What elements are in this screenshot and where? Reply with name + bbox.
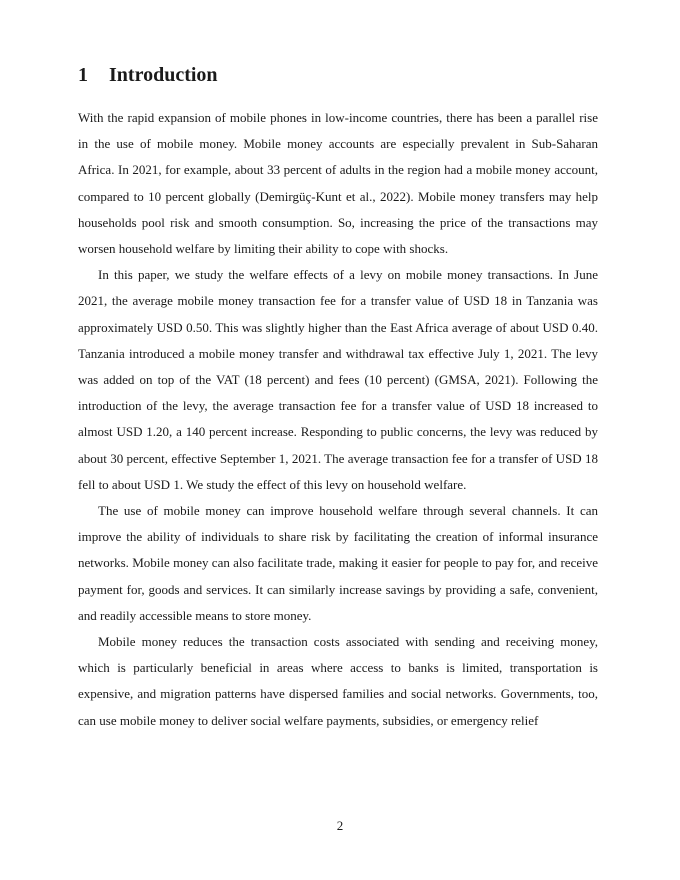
paragraph-2: In this paper, we study the welfare effects of a levy on mobile money transactions. In June 2021, the average mobile money transaction fee for a transfer value of USD 18 in Tanzania was approximately USD 0.50. This was slightly higher than the East Africa average of about USD 0.40. Tanzania introduced a mobile money transfer and withdrawal tax effective July 1, 2021. The levy was added on top of the VAT (18 percent) and fees (10 percent) (GMSA, 2021). Following the introduction of the levy, the average transaction fee for a transfer value of USD 18 increased to almost USD 1.20, a 140 percent increase. Responding to public concerns, the levy was reduced by about 30 percent, effective September 1, 2021. The average transaction fee for a transfer of USD 18 fell to about USD 1. We study the effect of this levy on household welfare.: [78, 267, 598, 492]
paragraph-4: Mobile money reduces the transaction costs associated with sending and receiving money, which is particularly beneficial in areas where access to banks is limited, transportation is expensive, and migration patterns have dispersed families and social networks. Governments, too, can use mobile money to deliver social welfare payments, subsidies, or emergency relief: [78, 634, 598, 728]
paragraph-1: With the rapid expansion of mobile phones in low-income countries, there has been a parallel rise in the use of mobile money. Mobile money accounts are especially prevalent in Sub-Saharan Africa. In 2021, for example, about 33 percent of adults in the region had a mobile money account, compared to 10 percent globally (Demirgüç-Kunt et al., 2022). Mobile money transfers may help households pool risk and smooth consumption. So, increasing the price of the transactions may worsen household welfare by limiting their ability to cope with shocks.: [78, 110, 598, 257]
section-heading: [78, 62, 218, 88]
section-title: Introduction: [109, 64, 218, 86]
page-number: 2: [336, 818, 344, 833]
section-number: 1: [78, 64, 88, 86]
body-text: [78, 105, 598, 734]
paragraph-3: The use of mobile money can improve household welfare through several channels. It can improve the ability of individuals to share risk by facilitating the creation of informal insurance networks. Mobile money can also facilitate trade, making it easier for people to pay for, and receive payment for, goods and services. It can similarly increase savings by providing a safe, convenient, and readily accessible means to store money.: [78, 503, 598, 623]
